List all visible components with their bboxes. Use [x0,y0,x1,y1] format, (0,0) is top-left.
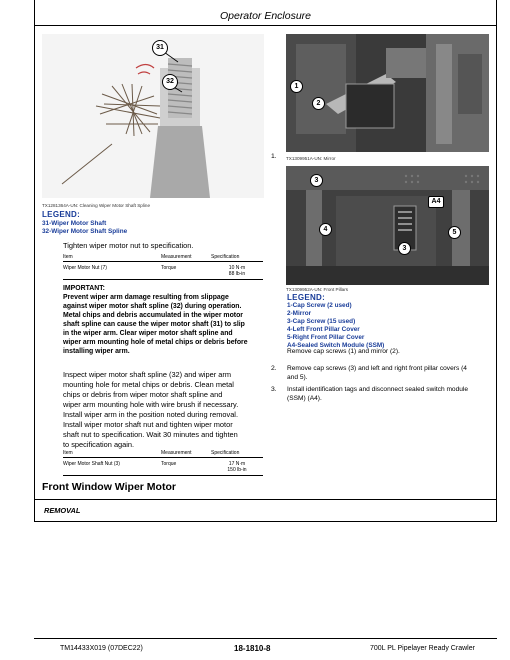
step-2-line: Remove cap screws (3) and left and right front pillar covers (4 [287,365,467,372]
table-row [63,262,263,280]
section-title: Front Window Wiper Motor [42,481,176,493]
important-line: Metal chips and debris accumulated in the wiper motor [63,312,243,319]
important-line: against wiper motor shaft spline (32) during operation. [63,303,242,310]
front-pillars-photo [286,166,489,285]
table-cell: Torque [161,458,211,476]
important-line: installing wiper arm. [63,348,130,355]
figure3-legend-item: 3-Cap Screw (15 used) [287,318,356,325]
inspect-line: shaft nut to specification. Wait 30 minutes and tighten [63,430,238,439]
step-3-number: 3. [271,386,277,393]
callout-4: 4 [319,223,332,236]
important-line: wiper arm mounting hole of metal chips or debris before [63,339,248,346]
table-cell [211,458,263,476]
table-header: Item [63,449,161,458]
tighten-instruction: Tighten wiper motor nut to specification. [63,241,194,250]
spec-table-wiper-motor-shaft-nut [63,449,263,476]
figure1-legend-heading: LEGEND: [42,210,81,219]
step-3-line: Install identification tags and disconnect sealed switch module [287,386,469,393]
figure3-legend-heading: LEGEND: [287,293,326,302]
table-cell: Wiper Motor Nut (7) [63,262,161,280]
figure1-caption: TX1281364A-UN: Cleaning Wiper Motor Shaft Spline [42,203,151,208]
step-3-line: (SSM) (A4). [287,395,322,402]
spec-metric: 10 N·m [228,265,246,271]
step-1-number: 1. [271,153,277,160]
shaft-spline-photo [42,34,264,198]
callout-a4: A4 [428,196,444,208]
figure3-legend-item: 4-Left Front Pillar Cover [287,326,360,333]
step-2-number: 2. [271,365,277,372]
footer-product: 700L PL Pipelayer Ready Crawler [370,645,475,652]
page-title: Operator Enclosure [219,10,312,22]
footer-doc-id: TM14433X019 (07DEC22) [60,645,143,652]
callout-3-lower: 3 [398,242,411,255]
table-header: Specification [211,449,263,458]
inspect-line: Inspect wiper motor shaft spline (32) and wiper arm [63,370,232,379]
inspect-line: wiper arm mounting hole with wire brush if necessary. [63,400,239,409]
spec-metric: 17 N·m [228,461,246,467]
figure3-legend-item: 5-Right Front Pillar Cover [287,334,365,341]
figure3-caption: TX1309952A-UN: Front Pillars [286,287,349,292]
footer-page-number: 18-1810-8 [234,644,271,653]
inspect-line: mounting hole for metal chips or debris. Clean metal [63,380,234,389]
inspect-line: Install wiper arm in the position noted during removal. [63,410,239,419]
figure3-legend-item: A4-Sealed Switch Module (SSM) [287,342,385,349]
section-subtitle: REMOVAL [44,506,81,515]
important-line: Prevent wiper arm damage resulting from slippage [63,294,229,301]
table-row [63,458,263,476]
spec-table-wiper-motor-nut [63,253,263,280]
table-header: Measurement [161,253,211,262]
table-header: Specification [211,253,263,262]
callout-32: 32 [162,74,178,90]
callout-31: 31 [152,40,168,56]
table-cell: Torque [161,262,211,280]
figure3-legend-item: 2-Mirror [287,310,312,317]
important-heading: IMPORTANT: [63,285,105,292]
footer-divider [34,638,497,639]
figure3-legend-item: 1-Cap Screw (2 used) [287,302,352,309]
important-line: in the wiper arm. Clear wiper motor shaft spline and [63,330,233,337]
figure1-legend-item: 32-Wiper Motor Shaft Spline [42,228,128,235]
important-line: shaft spline can cause the wiper motor shaft (31) to slip [63,321,245,328]
inspect-line: to specification again. [63,440,135,449]
table-cell [211,262,263,280]
shaft-spline-illustration [42,34,264,198]
mirror-illustration [286,34,489,152]
figure1-legend-item: 31-Wiper Motor Shaft [42,220,107,227]
table-header: Item [63,253,161,262]
inspect-line: chips or debris from wiper motor shaft spline and [63,390,223,399]
inspect-line: Install wiper motor shaft nut and tighten wiper motor [63,420,233,429]
section-divider [35,499,496,500]
figure2-caption: TX1309951A-UN: Mirror [286,156,336,161]
spec-imperial: 88 lb-in [228,271,246,278]
table-cell: Wiper Motor Shaft Nut (3) [63,458,161,476]
callout-3: 3 [310,174,323,187]
figure3-note: Remove cap screws (1) and mirror (2). [287,348,400,355]
mirror-photo [286,34,489,152]
callout-2: 2 [312,97,325,110]
spec-imperial: 150 lb-in [227,467,247,474]
header-bar [35,0,496,26]
callout-5: 5 [448,226,461,239]
callout-1: 1 [290,80,303,93]
table-header: Measurement [161,449,211,458]
step-2-line: and 5). [287,374,308,381]
